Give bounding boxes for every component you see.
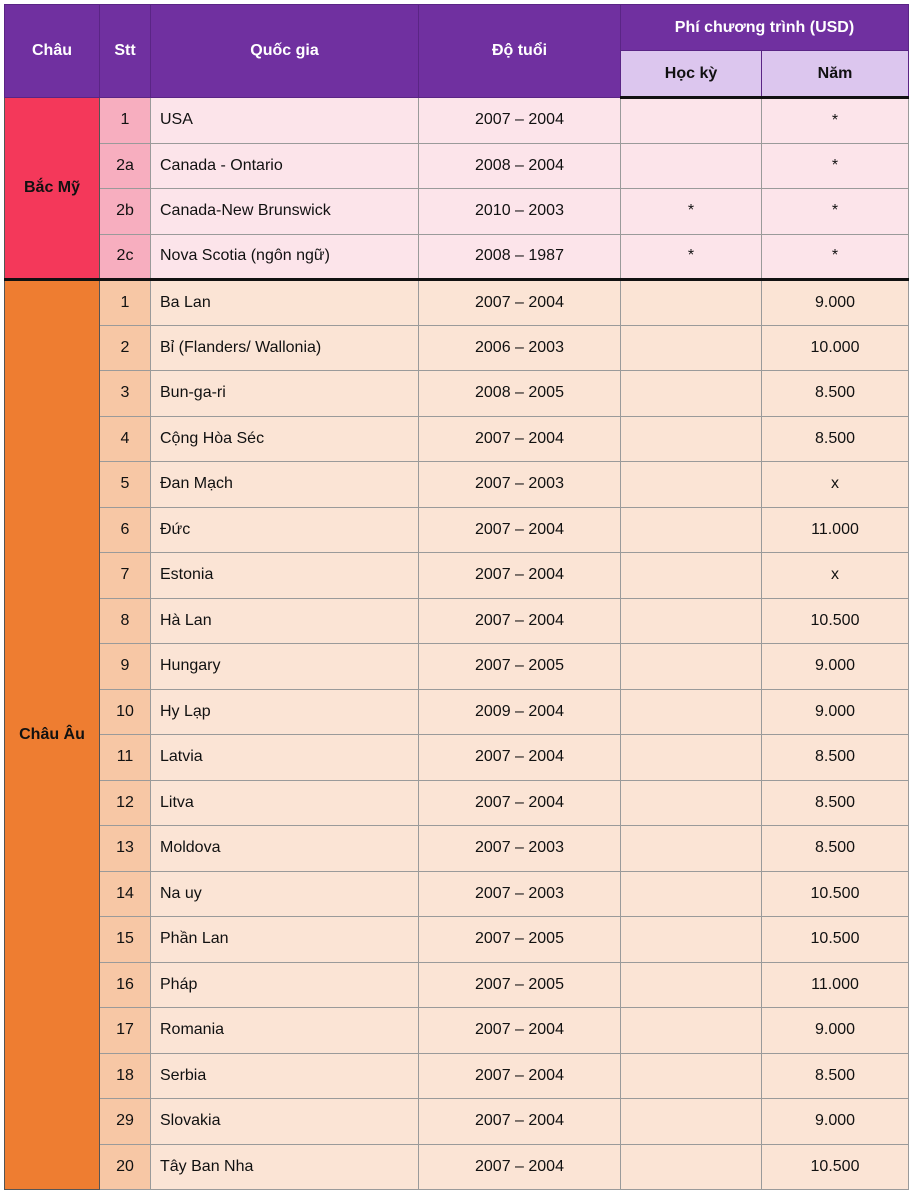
year-fee-cell: 11.000 [762,507,909,553]
age-cell: 2007 – 2003 [419,871,621,917]
country-cell: Hy Lạp [151,689,419,735]
age-cell: 2007 – 2004 [419,416,621,462]
table-row [5,598,909,644]
stt-cell: 10 [100,689,151,735]
year-fee-cell: * [762,234,909,280]
country-cell: Hà Lan [151,598,419,644]
semester-fee-cell: * [621,234,762,280]
stt-cell: 17 [100,1008,151,1054]
stt-cell: 12 [100,780,151,826]
table-row [5,689,909,735]
stt-cell: 29 [100,1099,151,1145]
country-cell: Serbia [151,1053,419,1099]
stt-cell: 1 [100,98,151,144]
country-cell: Nova Scotia (ngôn ngữ) [151,234,419,280]
table-row [5,234,909,280]
year-fee-cell: 10.000 [762,325,909,371]
semester-fee-cell [621,553,762,599]
stt-cell: 8 [100,598,151,644]
country-cell: Canada-New Brunswick [151,189,419,235]
age-cell: 2007 – 2004 [419,1008,621,1054]
age-cell: 2008 – 2004 [419,143,621,189]
semester-fee-cell [621,962,762,1008]
year-fee-cell: 11.000 [762,962,909,1008]
stt-cell: 3 [100,371,151,417]
table-row [5,1099,909,1145]
country-cell: Đan Mạch [151,462,419,508]
year-fee-cell: * [762,189,909,235]
table-row [5,1053,909,1099]
header-year: Năm [762,51,909,98]
year-fee-cell: 8.500 [762,780,909,826]
country-cell: Bun-ga-ri [151,371,419,417]
stt-cell: 16 [100,962,151,1008]
stt-cell: 9 [100,644,151,690]
semester-fee-cell [621,871,762,917]
semester-fee-cell [621,280,762,326]
semester-fee-cell [621,1008,762,1054]
year-fee-cell: 10.500 [762,1144,909,1190]
country-cell: Latvia [151,735,419,781]
year-fee-cell: 8.500 [762,371,909,417]
stt-cell: 18 [100,1053,151,1099]
stt-cell: 6 [100,507,151,553]
year-fee-cell: 9.000 [762,689,909,735]
table-row [5,553,909,599]
stt-cell: 20 [100,1144,151,1190]
header-age: Độ tuổi [419,5,621,98]
age-cell: 2007 – 2004 [419,507,621,553]
table-row [5,143,909,189]
semester-fee-cell [621,644,762,690]
year-fee-cell: 8.500 [762,826,909,872]
table-row [5,462,909,508]
semester-fee-cell [621,780,762,826]
country-cell: Phần Lan [151,917,419,963]
table-row [5,826,909,872]
age-cell: 2009 – 2004 [419,689,621,735]
country-cell: Na uy [151,871,419,917]
age-cell: 2007 – 2004 [419,98,621,144]
semester-fee-cell [621,1144,762,1190]
semester-fee-cell [621,1099,762,1145]
age-cell: 2007 – 2005 [419,644,621,690]
country-cell: Tây Ban Nha [151,1144,419,1190]
semester-fee-cell [621,1053,762,1099]
semester-fee-cell [621,826,762,872]
age-cell: 2007 – 2003 [419,462,621,508]
year-fee-cell: 9.000 [762,280,909,326]
year-fee-cell: * [762,143,909,189]
table-row [5,507,909,553]
header-fee: Phí chương trình (USD) [621,5,909,51]
year-fee-cell: 9.000 [762,644,909,690]
age-cell: 2007 – 2004 [419,1099,621,1145]
country-cell: Pháp [151,962,419,1008]
continent-cell: Bắc Mỹ [5,98,100,280]
year-fee-cell: 10.500 [762,598,909,644]
age-cell: 2007 – 2004 [419,1053,621,1099]
table-row [5,871,909,917]
table-row [5,98,909,144]
stt-cell: 1 [100,280,151,326]
country-cell: Đức [151,507,419,553]
fee-table [4,4,909,1190]
year-fee-cell: 9.000 [762,1008,909,1054]
year-fee-cell: * [762,98,909,144]
age-cell: 2007 – 2004 [419,1144,621,1190]
year-fee-cell: 8.500 [762,1053,909,1099]
stt-cell: 2a [100,143,151,189]
year-fee-cell: x [762,462,909,508]
header-stt: Stt [100,5,151,98]
table-body [5,98,909,1190]
country-cell: Moldova [151,826,419,872]
table-row [5,962,909,1008]
stt-cell: 2b [100,189,151,235]
stt-cell: 13 [100,826,151,872]
table-row [5,644,909,690]
year-fee-cell: 9.000 [762,1099,909,1145]
country-cell: Canada - Ontario [151,143,419,189]
age-cell: 2007 – 2004 [419,735,621,781]
age-cell: 2010 – 2003 [419,189,621,235]
year-fee-cell: 10.500 [762,917,909,963]
semester-fee-cell [621,462,762,508]
semester-fee-cell [621,735,762,781]
table-row [5,416,909,462]
stt-cell: 14 [100,871,151,917]
header-country: Quốc gia [151,5,419,98]
country-cell: Hungary [151,644,419,690]
stt-cell: 2 [100,325,151,371]
country-cell: Bỉ (Flanders/ Wallonia) [151,325,419,371]
age-cell: 2007 – 2004 [419,280,621,326]
semester-fee-cell [621,98,762,144]
stt-cell: 7 [100,553,151,599]
semester-fee-cell [621,416,762,462]
table-row [5,735,909,781]
age-cell: 2007 – 2005 [419,962,621,1008]
country-cell: Romania [151,1008,419,1054]
semester-fee-cell [621,143,762,189]
country-cell: Slovakia [151,1099,419,1145]
table-row [5,1144,909,1190]
country-cell: USA [151,98,419,144]
stt-cell: 15 [100,917,151,963]
year-fee-cell: 10.500 [762,871,909,917]
country-cell: Estonia [151,553,419,599]
stt-cell: 2c [100,234,151,280]
country-cell: Cộng Hòa Séc [151,416,419,462]
table-row [5,1008,909,1054]
country-cell: Litva [151,780,419,826]
semester-fee-cell [621,507,762,553]
age-cell: 2007 – 2003 [419,826,621,872]
age-cell: 2007 – 2005 [419,917,621,963]
country-cell: Ba Lan [151,280,419,326]
age-cell: 2007 – 2004 [419,780,621,826]
stt-cell: 11 [100,735,151,781]
semester-fee-cell [621,325,762,371]
year-fee-cell: x [762,553,909,599]
semester-fee-cell: * [621,189,762,235]
table-row [5,917,909,963]
table-row [5,189,909,235]
header-continent: Châu [5,5,100,98]
semester-fee-cell [621,689,762,735]
age-cell: 2007 – 2004 [419,553,621,599]
table-row [5,280,909,326]
table-row [5,371,909,417]
continent-cell: Châu Âu [5,280,100,1190]
semester-fee-cell [621,598,762,644]
semester-fee-cell [621,371,762,417]
age-cell: 2007 – 2004 [419,598,621,644]
age-cell: 2008 – 2005 [419,371,621,417]
stt-cell: 5 [100,462,151,508]
age-cell: 2006 – 2003 [419,325,621,371]
table-row [5,780,909,826]
age-cell: 2008 – 1987 [419,234,621,280]
stt-cell: 4 [100,416,151,462]
header-semester: Học kỳ [621,51,762,98]
semester-fee-cell [621,917,762,963]
table-row [5,325,909,371]
year-fee-cell: 8.500 [762,735,909,781]
year-fee-cell: 8.500 [762,416,909,462]
